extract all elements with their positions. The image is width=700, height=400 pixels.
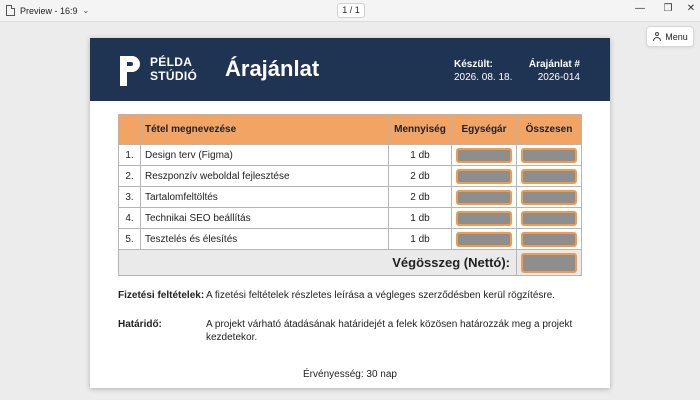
item-name: Tesztelés és élesítés bbox=[141, 229, 389, 250]
redacted-unit-price bbox=[456, 148, 512, 163]
document-title: Árajánlat bbox=[225, 56, 320, 81]
brand-name bbox=[150, 55, 197, 83]
item-name: Design terv (Figma) bbox=[141, 145, 389, 166]
redacted-unit-price bbox=[456, 169, 512, 184]
minimize-icon[interactable]: — bbox=[635, 3, 645, 14]
total-cell bbox=[517, 145, 582, 166]
deadline-label: Határidő: bbox=[118, 319, 162, 330]
redacted-grand-total bbox=[521, 253, 577, 273]
item-quantity: 2 db bbox=[389, 187, 452, 208]
column-header-total: Összesen bbox=[517, 115, 582, 145]
item-number: 2. bbox=[119, 166, 141, 187]
column-header-name: Tétel megnevezése bbox=[141, 115, 389, 145]
total-cell bbox=[517, 208, 582, 229]
items-table bbox=[118, 114, 582, 276]
redacted-total bbox=[521, 169, 577, 184]
item-number: 4. bbox=[119, 208, 141, 229]
deadline-text: A projekt várható átadásának határidejét a felek közösen határozzák meg a projekt kezdetekor. bbox=[206, 319, 573, 343]
chevron-down-icon[interactable]: ⌄ bbox=[82, 6, 90, 15]
item-quantity: 1 db bbox=[389, 229, 452, 250]
menu-button[interactable] bbox=[646, 26, 694, 47]
item-name: Tartalomfeltöltés bbox=[141, 187, 389, 208]
item-quantity: 1 db bbox=[389, 208, 452, 229]
menu-button-label: Menu bbox=[665, 31, 688, 42]
user-icon bbox=[652, 32, 661, 41]
redacted-total bbox=[521, 232, 577, 247]
brand-line-2: STÚDIÓ bbox=[150, 69, 198, 83]
table-row bbox=[119, 187, 582, 208]
table-row bbox=[119, 166, 582, 187]
restore-icon[interactable]: ❐ bbox=[663, 3, 673, 14]
item-number: 3. bbox=[119, 187, 141, 208]
table-row bbox=[119, 229, 582, 250]
quote-number-value: 2026-014 bbox=[537, 72, 580, 83]
validity-note: Érvényesség: 30 nap bbox=[303, 369, 397, 380]
unit-price-cell bbox=[452, 229, 517, 250]
quote-number-label: Árajánlat # bbox=[528, 59, 580, 70]
created-value: 2026. 08. 18. bbox=[454, 72, 513, 83]
table-row bbox=[119, 208, 582, 229]
unit-price-cell bbox=[452, 145, 517, 166]
brand-line-1: PÉLDA bbox=[150, 55, 193, 69]
redacted-total bbox=[521, 190, 577, 205]
table-row bbox=[119, 145, 582, 166]
column-header-number bbox=[119, 115, 141, 145]
viewer-title: Preview - 16:9 bbox=[20, 5, 78, 16]
unit-price-cell bbox=[452, 187, 517, 208]
payment-terms-label: Fizetési feltételek: bbox=[118, 290, 205, 301]
quote-page bbox=[90, 38, 610, 388]
created-date-block bbox=[454, 58, 512, 84]
quote-number-block bbox=[529, 58, 580, 84]
item-number: 1. bbox=[119, 145, 141, 166]
column-header-quantity: Mennyiség bbox=[389, 115, 452, 145]
viewer-title-area[interactable] bbox=[6, 5, 89, 16]
total-cell bbox=[517, 229, 582, 250]
total-cell bbox=[517, 187, 582, 208]
item-name: Technikai SEO beállítás bbox=[141, 208, 389, 229]
redacted-unit-price bbox=[456, 211, 512, 226]
unit-price-cell bbox=[452, 208, 517, 229]
redacted-unit-price bbox=[456, 232, 512, 247]
redacted-total bbox=[521, 211, 577, 226]
quote-header bbox=[90, 38, 610, 101]
viewer-titlebar bbox=[0, 0, 700, 22]
total-cell bbox=[517, 166, 582, 187]
studio-logo-icon bbox=[120, 56, 142, 86]
close-icon[interactable]: ✕ bbox=[686, 3, 696, 14]
item-name: Reszponzív weboldal fejlesztése bbox=[141, 166, 389, 187]
grand-total-cell bbox=[517, 250, 582, 276]
item-number: 5. bbox=[119, 229, 141, 250]
payment-terms-text: A fizetési feltételek részletes leírása a végleges szerződésben kerül rögzítésre. bbox=[206, 290, 556, 301]
document-icon bbox=[6, 5, 15, 16]
grand-total-label: Végösszeg (Nettó): bbox=[119, 250, 517, 276]
item-quantity: 1 db bbox=[389, 145, 452, 166]
created-label: Készült: bbox=[454, 59, 493, 70]
unit-price-cell bbox=[452, 166, 517, 187]
column-header-unit-price: Egységár bbox=[452, 115, 517, 145]
grand-total-row bbox=[119, 250, 582, 276]
redacted-unit-price bbox=[456, 190, 512, 205]
item-quantity: 2 db bbox=[389, 166, 452, 187]
redacted-total bbox=[521, 148, 577, 163]
page-indicator[interactable]: 1 / 1 bbox=[337, 3, 365, 18]
table-header-row bbox=[119, 115, 582, 145]
